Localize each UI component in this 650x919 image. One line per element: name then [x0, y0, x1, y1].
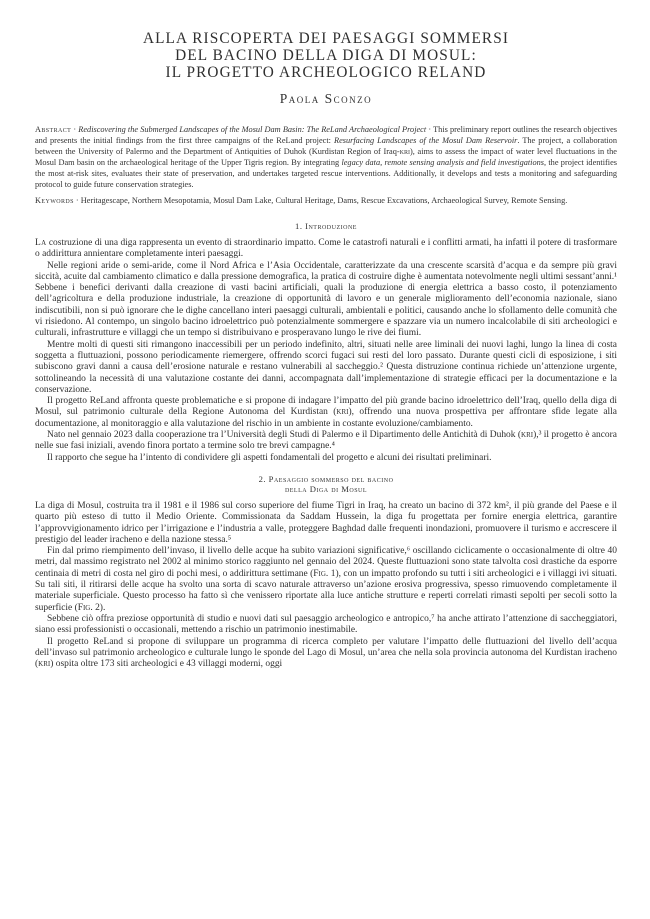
article-title	[35, 30, 617, 81]
paragraph-text: Nato nel gennaio 2023 dalla cooperazione tra l’Università degli Studi di Palermo e il Dipartimento delle Antichità di Duhok (	[47, 430, 522, 441]
paragraph-text: Il progetto ReLand affronta queste problematiche e si propone di indagare l’impatto del più grande bacino idroelettrico dell’Iraq, quello della diga di Mosul, sul patrimonio culturale della Regione Autonoma del Kurdistan (	[35, 396, 617, 418]
title-line: ALLA RISCOPERTA DEI PAESAGGI SOMMERSI	[142, 30, 510, 47]
keywords-text: · Heritagescape, Northern Mesopotamia, Mosul Dam Lake, Cultural Heritage, Dams, Rescue Excavations, Archaeological Survey, Remote Sensing.	[73, 196, 568, 205]
abstract-text: ), aims to assess the impact of water level fluctuations in the Mosul Dam basin on the archaeological heritage of the Upper Tigris region. By integrating	[35, 147, 617, 167]
figure-reference: Fig. 1	[313, 568, 336, 579]
abstract-text: . The project, a collaboration between the University of Palermo and the Department of Antiquities of Duhok (Kurdistan Region of Iraq-	[35, 136, 617, 156]
paragraph-text: Fin dal primo riempimento dell’invaso, il livello delle acque ha subito variazioni significative,⁶ oscillando ciclicamente o occasionalmente di oltre 40 metri, dal massimo registrato nel 2002 al minimo storico raggiunto nel gennaio del 2024. Queste fluttuazioni sono state talvolta così drastiche da esporre centinaia di metri di costa nel giro di pochi mesi, o addirittura settimane (	[35, 546, 617, 579]
kri-abbreviation: kri	[521, 430, 534, 441]
paragraph	[35, 396, 617, 430]
article-page	[35, 30, 617, 670]
paragraph-text: ), offrendo una nuova prospettiva per affrontare sfide legate alla documentazione, al monitoraggio e alla valutazione del rischio in un ambiente in costante evoluzione/cambiamento.	[35, 407, 617, 429]
paragraph-text: Il progetto ReLand si propone di sviluppare un programma di ricerca completo per valutare l’impatto delle fluttuazioni del livello dell’acqua dell’invaso sul patrimonio archeologico e culturale lungo le sponde del Lago di Mosul, un’area che nella sola provincia autonoma del Kurdistan iracheno (	[35, 636, 617, 670]
paragraph-text: ).	[99, 602, 106, 613]
section-heading-line: 2. Paesaggio sommerso del bacino	[258, 473, 394, 484]
section-heading	[35, 474, 617, 494]
title-line: IL PROGETTO ARCHEOLOGICO RELAND	[165, 64, 487, 81]
abstract-english-title: Rediscovering the Submerged Landscapes of the Mosul Dam Basin: The ReLand Archaeological Project	[78, 125, 427, 134]
kri-abbreviation: kri	[336, 407, 349, 418]
section-2-body	[35, 501, 617, 670]
abstract-text: , the project identifies the most at-risk sites, evaluates their state of preservation, and undertakes targeted rescue interventions. Additionally, it develops and tests a monitoring and safeguarding protocol to guide future conservation strategies.	[35, 158, 617, 189]
paragraph	[35, 637, 617, 671]
paragraph-text: ) ospita oltre 173 siti archeologici e 43 villaggi moderni, oggi	[50, 659, 283, 670]
keywords-label: Keywords	[35, 196, 74, 205]
paragraph: La diga di Mosul, costruita tra il 1981 e il 1986 sul corso superiore del fiume Tigri in Iraq, ha creato un bacino di 372 km², il più grande del Paese e il quarto più esteso di tutto il Medio Oriente. Commissionata da Saddam Hussein, la diga fu progettata per fornire energia elettrica, garantire l’approvvigionamento idrico per l’irrigazione e l’industria a valle, proteggere Baghdad dalle frequenti inondazioni, promuovere il turismo e accrescere il prestigio del leader iracheno e della nazione stessa.⁵	[35, 500, 617, 545]
abstract	[35, 124, 617, 190]
paragraph: Sebbene ciò offra preziose opportunità di studio e nuovi dati sul paesaggio archeologico e antropico,⁷ ha anche attirato l’attenzione di saccheggiatori, siano essi professionisti o occasionali, mettendo a rischio un patrimonio inestimabile.	[35, 613, 617, 636]
paragraph-text: ), con un impatto profondo su tutti i siti archeologici e i villaggi ivi situati. Su tali siti, il ritirarsi delle acque ha svolto una sorta di scavo naturale attraverso un’azione erosiva progressiva, spesso rimuovendo completamente il materiale superficiale. Questo processo ha fatto sì che venissero riportate alla luce antiche strutture e reperti correlati rimasti sepolti per secoli sotto la superficie (	[35, 568, 618, 613]
abstract-separator: ·	[71, 125, 79, 134]
keywords	[35, 195, 617, 206]
paragraph-lead: La	[35, 238, 47, 248]
paragraph: Mentre molti di questi siti rimangono inaccessibili per un periodo indefinito, altri, situati nelle aree liminali dei nuovi laghi, lungo la linea di costa soggetta a fluttuazioni, possono periodicamente riemergere, offrendo scorci fugaci sui resti del loro passato. Durante questi cicli di esposizione, i siti subiscono gravi danni a causa dell’erosione naturale e restano vulnerabili al saccheggio.² Questa distruzione continua richiede un’attenzione urgente, sottolineando la necessità di una valutazione costante dei danni, accompagnata dall’implementazione di strategie efficaci per la documentazione e la conservazione.	[35, 339, 617, 395]
kri-abbreviation: kri	[399, 147, 410, 156]
section-1-body	[35, 238, 617, 464]
paragraph	[35, 546, 617, 614]
paragraph-text: costruzione di una diga rappresenta un evento di straordinario impatto. Come le catastrofi naturali e i conflitti armati, ha infatti il potere di trasformare o addirittura annientare completamente interi paesaggi.	[35, 238, 617, 260]
paragraph: Il rapporto che segue ha l’intento di condividere gli aspetti fondamentali del progetto e alcuni dei risultati preliminari.	[47, 452, 492, 463]
abstract-text: · This preliminary report outlines the research objectives and presents the initial findings from the first three campaigns of the ReLand project:	[35, 125, 618, 145]
abstract-label: Abstract	[35, 125, 72, 134]
author-name: Paola Sconzo	[279, 91, 373, 106]
section-heading: 1. Introduzione	[295, 221, 357, 231]
kri-abbreviation: kri	[38, 659, 51, 670]
paragraph	[35, 430, 617, 453]
abstract-project-name: Resurfacing Landscapes of the Mosul Dam Reservoir	[334, 136, 518, 145]
figure-reference: Fig. 2	[77, 602, 100, 613]
paragraph-text: ),³ il progetto è ancora nelle sue fasi iniziali, avendo finora portato a termine solo tre brevi campagne.⁴	[35, 430, 617, 452]
abstract-methods: legacy data, remote sensing analysis and field investigations	[341, 158, 545, 167]
title-line: DEL BACINO DELLA DIGA DI MOSUL:	[175, 47, 477, 64]
paragraph	[35, 238, 617, 261]
section-heading-line: della Diga di Mosul	[284, 483, 368, 494]
paragraph: Nelle regioni aride o semi-aride, come il Nord Africa e l’Asia Occidentale, caratterizzate da una crescente scarsità d’acqua e da sempre più gravi siccità, acuite dal cambiamento climatico e dalla pressione demografica, la pratica di costruire dighe è aumentata notevolmente negli ultimi sessant’anni.¹ Sebbene i benefici derivanti dalla creazione di vasti bacini artificiali, quali la produzione di energia elettrica a basso costo, il potenziamento dell’agricoltura e della produzione industriale, la creazione di opportunità di lavoro e un generale miglioramento dell’economia nazionale, siano indiscutibili, non si può ignorare che le dighe cancellano interi paesaggi culturali, ambientali e politici, causando anche lo sfollamento delle comunità che vi risiedono. Al contempo, un singolo bacino idroelettrico può potenzialmente sommergere e spazzare via un numero incalcolabile di siti archeologici e culturali, infrastrutture e villaggi che un tempo si distribuivano e prosperavano lungo le rive dei fiumi.	[35, 260, 617, 339]
